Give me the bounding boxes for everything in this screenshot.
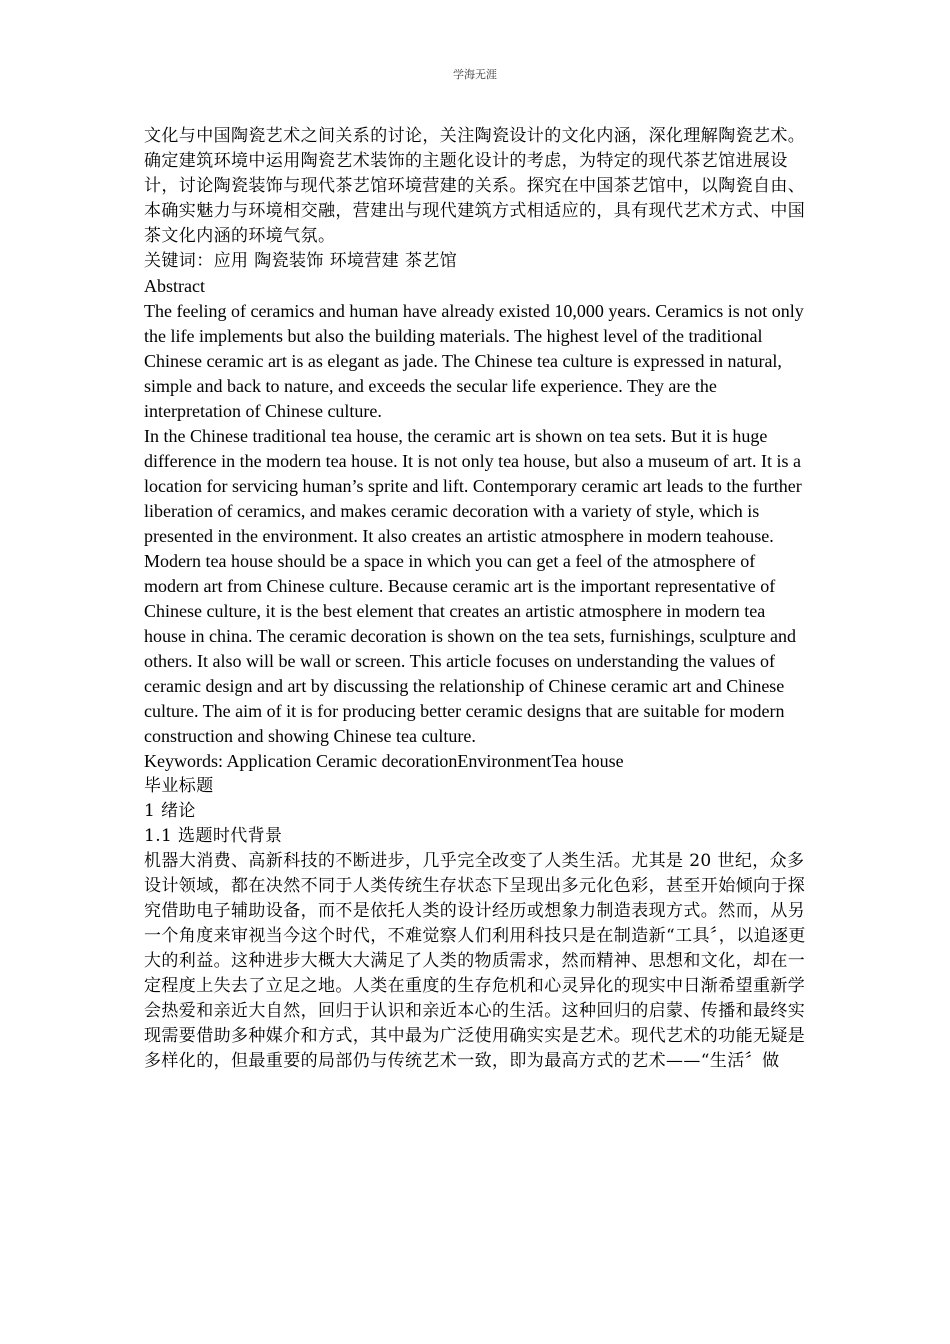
abstract-chinese-tail: 文化与中国陶瓷艺术之间关系的讨论，关注陶瓷设计的文化内涵，深化理解陶瓷艺术。确定建筑环境中运用陶瓷艺术装饰的主题化设计的考虑，为特定的现代茶艺馆进展设计，讨论陶瓷装饰与现代茶艺馆环境营建的关系。探究在中国茶艺馆中，以陶瓷自由、本确实魅力与环境相交融，营建出与现代建筑方式相适应的，具有现代艺术方式、中国茶文化内涵的环境气氛。 <box>144 126 806 246</box>
keywords-chinese: 关键词：应用 陶瓷装饰 环境营建 茶艺馆 <box>144 251 458 271</box>
abstract-paragraph-2: In the Chinese traditional tea house, the ceramic art is shown on tea sets. But it is huge difference in the modern tea house. It is not only tea house, but also a museum of art. It is a location for servicing human’s sprite and lift. Contemporary ceramic art leads to the further liberation of ceramics, and makes ceramic decoration with a variety of style, which is presented in the environment. It also creates an artistic atmosphere in modern teahouse. <box>144 426 802 546</box>
abstract-paragraph-3: Modern tea house should be a space in which you can get a feel of the atmosphere of modern art from Chinese culture. Because ceramic art is the important representative of Chinese culture, it is the best element that creates an artistic atmosphere in modern tea house in china. The ceramic decoration is shown on the tea sets, furnishings, sculpture and others. It also will be wall or screen. This article focuses on understanding the values of ceramic design and art by discussing the relationship of Chinese ceramic art and Chinese culture. The aim of it is for producing better ceramic designs that are suitable for modern construction and showing Chinese tea culture. <box>144 551 796 746</box>
thesis-title-label: 毕业标题 <box>144 776 214 796</box>
page-header: 学海无涯 <box>453 68 497 81</box>
section-heading: 1.1 选题时代背景 <box>144 826 283 846</box>
keywords-english: Keywords: Application Ceramic decorationEnvironmentTea house <box>144 751 624 771</box>
document-body <box>144 124 806 1074</box>
abstract-paragraph-1: The feeling of ceramics and human have already existed 10,000 years. Ceramics is not only the life implements but also the building materials. The highest level of the traditional Chinese ceramic art is as elegant as jade. The Chinese tea culture is expressed in natural, simple and back to nature, and exceeds the secular life experience. They are the interpretation of Chinese culture. <box>144 301 804 421</box>
abstract-heading: Abstract <box>144 276 205 296</box>
body-paragraph: 机器大消费、高新科技的不断进步，几乎完全改变了人类生活。尤其是 20 世纪，众多设计领域，都在决然不同于人类传统生存状态下呈现出多元化色彩，甚至开始倾向于探究借助电子辅助设备，而不是依托人类的设计经历或想象力制造表现方式。然而，从另一个角度来审视当今这个时代，不难觉察人们利用科技只是在制造新“工具〞，以追逐更大的利益。这种进步大概大大满足了人类的物质需求，然而精神、思想和文化，却在一定程度上失去了立足之地。人类在重度的生存危机和心灵异化的现实中日渐希望重新学会热爱和亲近大自然，回归于认识和亲近本心的生活。这种回归的启蒙、传播和最终实现需要借助多种媒介和方式，其中最为广泛使用确实实是艺术。现代艺术的功能无疑是多样化的，但最重要的局部仍与传统艺术一致，即为最高方式的艺术——“生活〞做 <box>144 851 806 1071</box>
chapter-heading: 1 绪论 <box>144 801 196 821</box>
